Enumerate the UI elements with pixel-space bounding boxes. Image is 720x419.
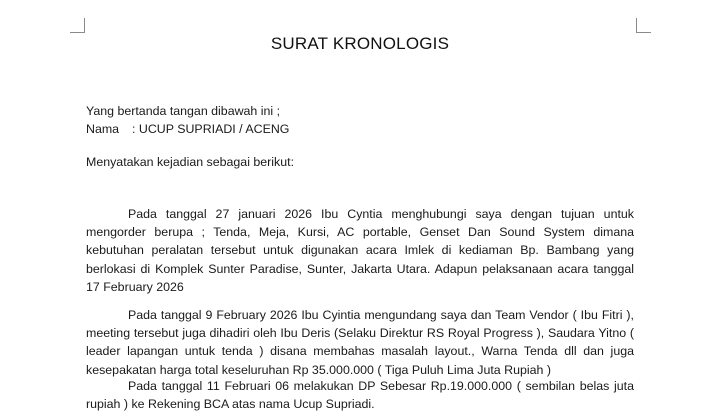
intro-line: Yang bertanda tangan dibawah ini ; [86,104,281,118]
name-line [86,120,289,138]
crop-mark-left [70,18,85,33]
paragraph-2: Pada tanggal 9 February 2026 Ibu Cyintia mengundang saya dan Team Vendor ( Ibu Fitri ), meeting tersebut juga dihadiri oleh Ibu Deris (Selaku Direktur RS Royal Progress ), Saudara Yitno ( leader lapangan untuk tenda ) disana membahas masalah layout., Warna Tenda dll dan juga kesepakatan harga total keseluruhan Rp 35.000.000 ( Tiga Puluh Lima Juta Rupiah ) [86,308,634,377]
name-value: : UCUP SUPRIADI / ACENG [132,122,290,136]
document-title: SURAT KRONOLOGIS [270,34,450,53]
name-label: Nama [86,122,120,136]
paragraph-1: Pada tanggal 27 januari 2026 Ibu Cyntia menghubungi saya dengan tujuan untuk mengorder berupa ; Tenda, Meja, Kursi, AC portable, Genset Dan Sound System dimana kebutuhan peralatan tersebut untuk digunakan acara Imlek di kediaman Bp. Bambang yang berlokasi di Komplek Sunter Paradise, Sunter, Jakarta Utara. Adapun pelaksanaan acara tanggal 17 February 2026 [86,207,634,294]
statement-line: Menyatakan kejadian sebagai berikut: [86,155,295,169]
crop-mark-right [636,18,651,33]
paragraph-3: Pada tanggal 11 Februari 06 melakukan DP Sebesar Rp.19.000.000 ( sembilan belas juta rupiah ) ke Rekening BCA atas nama Ucup Supriadi. [86,379,634,412]
